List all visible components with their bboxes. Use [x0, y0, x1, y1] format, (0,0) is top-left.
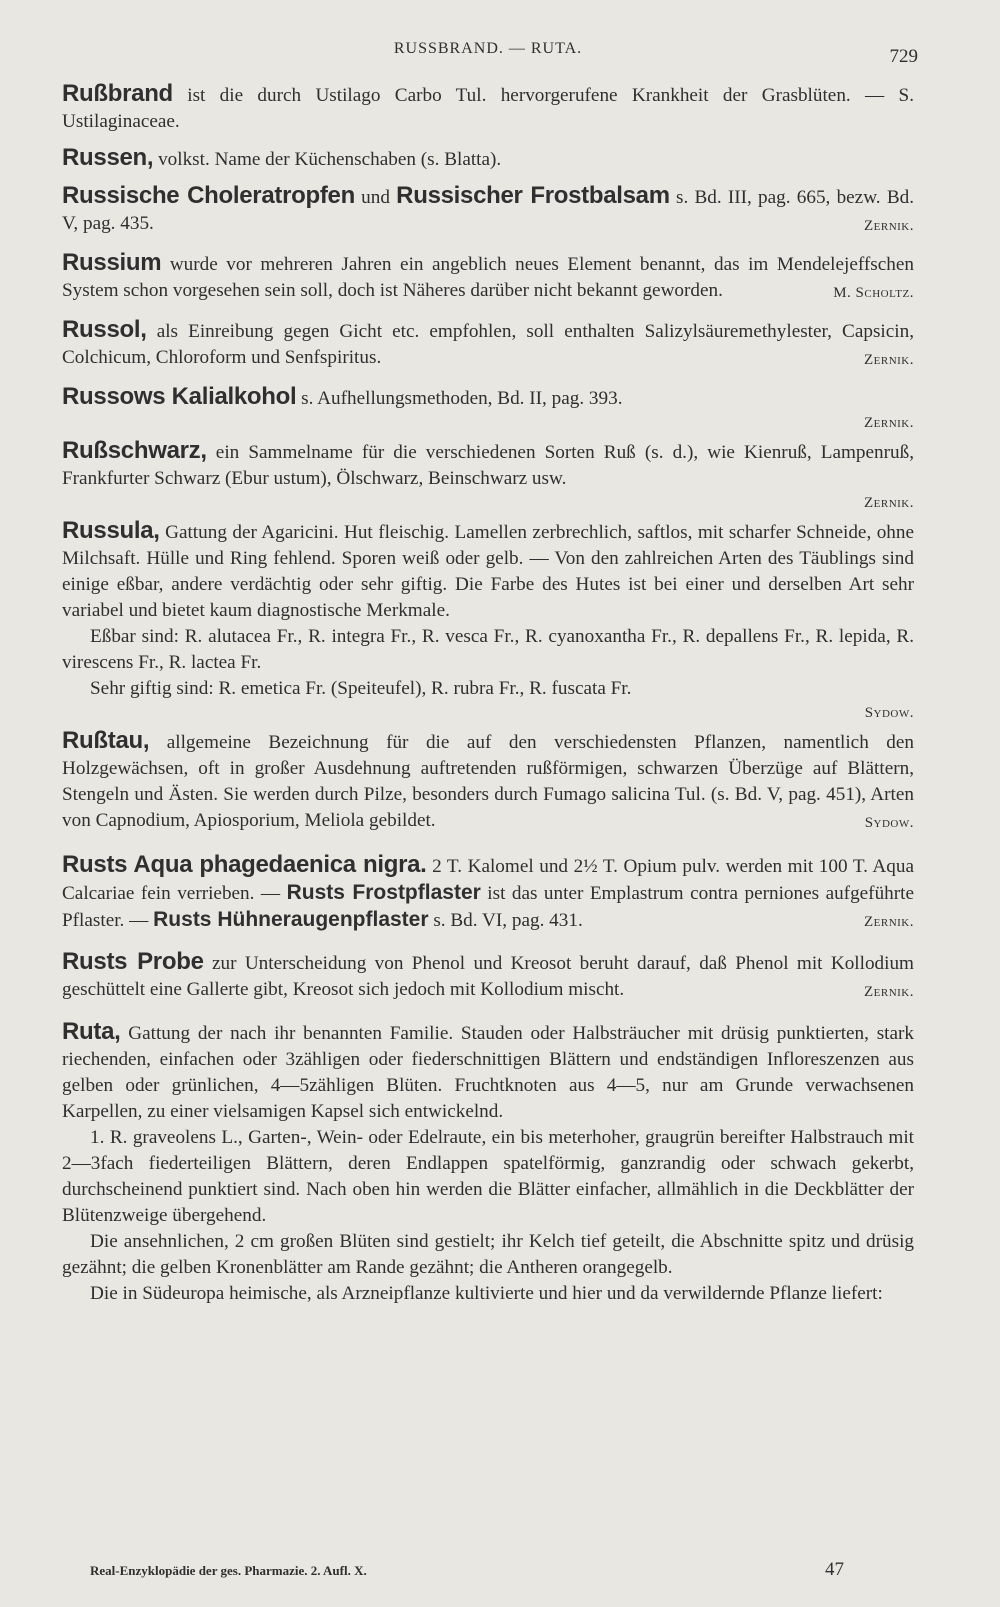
paragraph: Eßbar sind: R. alutacea Fr., R. integra Fr., R. vesca Fr., R. cyanoxantha Fr., R. depallens Fr., R. lepida, R. virescens Fr., R. lactea Fr. [62, 626, 914, 673]
headword: Russium [62, 249, 162, 276]
entry-russula [62, 518, 914, 724]
entry-text-2: ist das unter Emplastrum contra perniones aufgeführte Pflaster. — [62, 883, 914, 931]
headword: Rußbrand [62, 80, 173, 107]
signature-number: 47 [825, 1559, 844, 1580]
headword: Rusts Aqua phagedaenica nigra. [62, 851, 427, 878]
headword: Rusts Probe [62, 948, 204, 975]
headword: Russows Kalialkohol [62, 383, 297, 410]
entry-russbrand [62, 81, 914, 135]
author: Zernik. [863, 218, 914, 234]
running-head [62, 40, 918, 70]
author: Zernik. [863, 352, 914, 368]
entry-text: ist die durch Ustilago Carbo Tul. hervorgerufene Krankheit der Grasblüten. — S. Ustilaginaceae. [62, 85, 914, 132]
author: Sydow. [864, 815, 914, 831]
paragraph: Die in Südeuropa heimische, als Arzneipflanze kultivierte und hier und da verwildernde Pflanze liefert: [90, 1283, 883, 1304]
entry-russen [62, 145, 914, 173]
entry-text: wurde vor mehreren Jahren ein angeblich neues Element benannt, das im Mendelejeffschen System schon vorgesehen sein soll, doch ist Näheres darüber nicht bekannt geworden. [62, 254, 914, 301]
paragraph: 1. R. graveolens L., Garten-, Wein- oder Edelraute, ein bis meterhoher, graugrün bereifter Halbstrauch mit 2—3fach fiederteiligen Blättern, deren Endlappen spatelförmig, ganzrandig oder schwach gekerbt, durchscheinend punktiert sind. Nach oben hin werden die Blätter einfacher, allmählich in die Deckblätter der Blütenzweige übergehend. [62, 1127, 914, 1226]
page-number: 729 [889, 46, 918, 67]
headword: Russische Choleratropfen [62, 182, 355, 209]
headword: Rußschwarz, [62, 437, 207, 464]
entry-text: volkst. Name der Küchenschaben (s. Blatta). [153, 149, 502, 170]
author: M. Scholtz. [833, 285, 914, 301]
entry-rusts-aqua [62, 852, 914, 935]
entry-russows [62, 384, 914, 434]
paragraph: Sehr giftig sind: R. emetica Fr. (Speiteufel), R. rubra Fr., R. fuscata Fr. [90, 678, 632, 699]
entry-text: s. Bd. III, pag. 665, bezw. Bd. V, pag. 435. [62, 187, 915, 234]
running-head-title: RUSSBRAND. — RUTA. [393, 40, 583, 57]
entry-text: als Einreibung gegen Gicht etc. empfohlen, soll enthalten Salizylsäuremethylester, Capsicin, Colchicum, Chloroform und Senfspiritus. [62, 321, 914, 368]
author: Zernik. [863, 415, 914, 431]
entry-text: Gattung der Agaricini. Hut fleischig. Lamellen zerbrechlich, saftlos, mit scharfer Schneide, ohne Milchsaft. Hülle und Ring fehlend. Sporen weiß oder gelb. — Von den zahlreichen Arten des Täublings sind einige eßbar, andere verdächtig oder sehr giftig. Die Farbe des Hutes ist bei einer und derselben Art sehr variabel und bietet kaum diagnostische Merkmale. [62, 522, 914, 621]
headword: Ruta, [62, 1018, 121, 1045]
entry-russschwarz [62, 438, 914, 514]
entry-text: 2 T. Kalomel und 2½ T. Opium pulv. werden mit 100 T. Aqua Calcariae fein verrieben. — [62, 856, 914, 904]
entry-text-3: s. Bd. VI, pag. 431. [428, 910, 583, 931]
author: Zernik. [863, 495, 914, 511]
entry-text: s. Aufhellungsmethoden, Bd. II, pag. 393. [296, 388, 623, 409]
entry-russische [62, 183, 914, 239]
paragraph: Die ansehnlichen, 2 cm großen Blüten sind gestielt; ihr Kelch tief geteilt, die Abschnitte spitz und drüsig gezähnt; die gelben Kronenblätter am Rande gezähnt; die Antheren orangegelb. [62, 1231, 914, 1278]
headword: Rußtau, [62, 727, 150, 754]
entry-russtau [62, 728, 914, 836]
headword-3: Rusts Hühneraugenpflaster [153, 908, 429, 931]
footer-signature: Real-Enzyklopädie der ges. Pharmazie. 2. Aufl. X. [90, 1563, 367, 1578]
headword-2: Russischer Frostbalsam [396, 182, 670, 209]
author: Zernik. [863, 984, 914, 1000]
entry-rusts-probe [62, 949, 914, 1005]
author: Zernik. [863, 914, 914, 930]
entry-russium [62, 250, 914, 306]
entry-ruta [62, 1019, 914, 1307]
entry-text: zur Unterscheidung von Phenol und Kreosot beruht darauf, daß Phenol mit Kollodium geschüttelt eine Gallerte gibt, Kreosot sich jedoch mit Kollodium mischt. [62, 953, 914, 1000]
entry-text: allgemeine Bezeichnung für die auf den verschiedensten Pflanzen, namentlich den Holzgewächsen, oft in großer Ausdehnung auftretenden rußförmigen, schwarzen Überzüge auf Blättern, Stengeln und Ästen. Sie werden durch Pilze, besonders durch Fumago salicina Tul. (s. Bd. V, pag. 451), Arten von Capnodium, Apiosporium, Meliola gebildet. [62, 732, 914, 831]
entry-russol [62, 317, 914, 373]
entry-text: ein Sammelname für die verschiedenen Sorten Ruß (s. d.), wie Kienruß, Lampenruß, Frankfurter Schwarz (Ebur ustum), Ölschwarz, Beinschwarz usw. [62, 442, 914, 489]
headword: Russula, [62, 517, 160, 544]
headword-2: Rusts Frostpflaster [286, 881, 481, 904]
author: Sydow. [864, 705, 914, 721]
headword: Russol, [62, 316, 147, 343]
connector: und [354, 187, 397, 208]
entry-text: Gattung der nach ihr benannten Familie. Stauden oder Halbsträucher mit drüsig punktierten, stark riechenden, einfachen oder 3zähligen oder fiederschnittigen Blättern und endständigen Infloreszenzen aus gelben oder grünlichen, 4—5zähligen Blüten. Fruchtknoten aus 4—5, nur am Grunde verwachsenen Karpellen, zu einer vielsamigen Kapsel sich entwickelnd. [62, 1023, 914, 1122]
headword: Russen, [62, 144, 154, 171]
